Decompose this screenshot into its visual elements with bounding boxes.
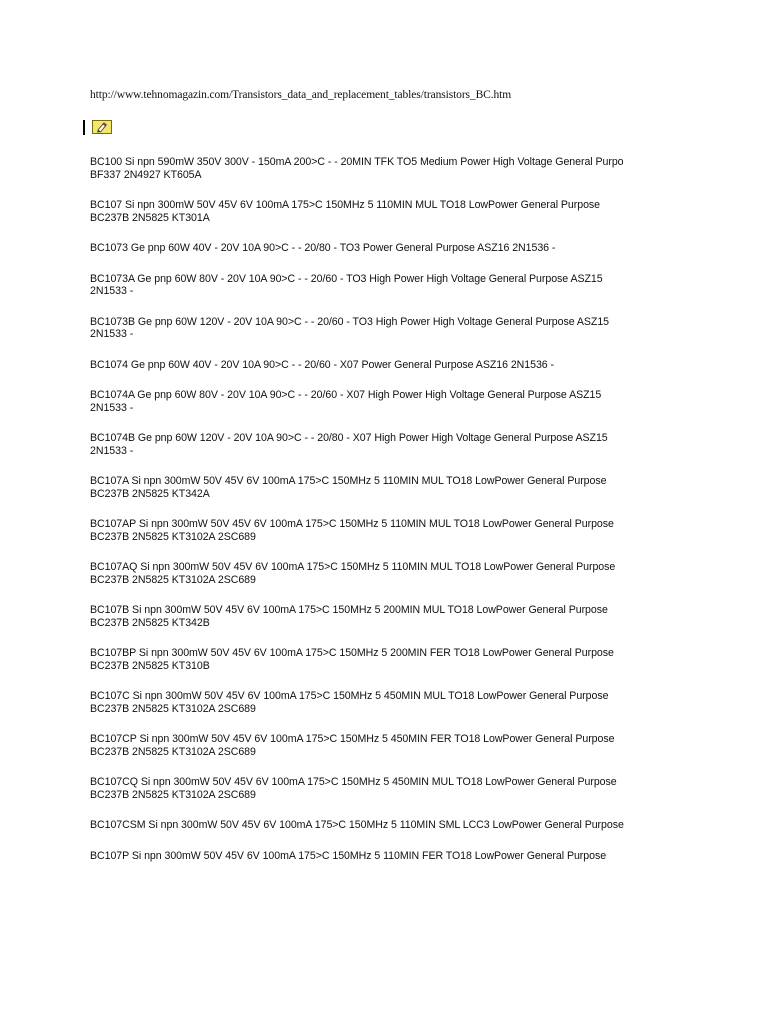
- entry-line-2: 2N1533 -: [90, 444, 134, 457]
- text-cursor: [83, 120, 85, 135]
- entry-line-2: BF337 2N4927 KT605A: [90, 168, 202, 181]
- note-pencil-icon[interactable]: [92, 120, 112, 134]
- entry-line-1: BC1074A Ge pnp 60W 80V - 20V 10A 90>C - - 20/60 - X07 High Power High Voltage General Purpose ASZ15: [90, 389, 602, 401]
- entry-line-2: 2N1533 -: [90, 328, 134, 340]
- transistor-entry: [90, 850, 690, 863]
- transistor-entry: [90, 359, 690, 372]
- entry-line-1: BC1073B Ge pnp 60W 120V - 20V 10A 90>C - - 20/60 - TO3 High Power High Voltage General Purpose ASZ15: [90, 315, 610, 328]
- entry-line-2: BC237B 2N5825 KT310B: [90, 659, 210, 672]
- transistor-entry: [90, 604, 690, 629]
- transistor-entry: [90, 819, 690, 832]
- transistor-entry: [90, 475, 690, 500]
- transistor-entry: [90, 242, 690, 255]
- transistor-entry: [90, 690, 690, 715]
- entry-line-1: BC107CSM Si npn 300mW 50V 45V 6V 100mA 175>C 150MHz 5 110MIN SML LCC3 LowPower General Purpose: [90, 819, 624, 831]
- transistor-entry: [90, 199, 690, 224]
- entry-line-1: BC1073 Ge pnp 60W 40V - 20V 10A 90>C - - 20/80 - TO3 Power General Purpose ASZ16 2N1536 -: [90, 242, 556, 254]
- transistor-entry: [90, 273, 690, 298]
- transistor-entry: [90, 432, 690, 457]
- entry-line-1: BC107P Si npn 300mW 50V 45V 6V 100mA 175>C 150MHz 5 110MIN FER TO18 LowPower General Purpose: [90, 849, 607, 862]
- entry-line-1: BC107CP Si npn 300mW 50V 45V 6V 100mA 175>C 150MHz 5 450MIN FER TO18 LowPower General Purpose: [90, 733, 615, 745]
- transistor-entry: [90, 518, 690, 543]
- entry-line-1: BC1074 Ge pnp 60W 40V - 20V 10A 90>C - - 20/60 - X07 Power General Purpose ASZ16 2N1536 -: [90, 358, 555, 371]
- source-url[interactable]: http://www.tehnomagazin.com/Transistors_data_and_replacement_tables/transistors_BC.htm: [90, 89, 512, 101]
- entry-line-1: BC107AQ Si npn 300mW 50V 45V 6V 100mA 175>C 150MHz 5 110MIN MUL TO18 LowPower General Purpose: [90, 561, 616, 573]
- entry-line-2: BC237B 2N5825 KT342A: [90, 487, 210, 500]
- entry-line-1: BC107BP Si npn 300mW 50V 45V 6V 100mA 175>C 150MHz 5 200MIN FER TO18 LowPower General Purpose: [90, 647, 614, 659]
- entry-line-1: BC107AP Si npn 300mW 50V 45V 6V 100mA 175>C 150MHz 5 110MIN MUL TO18 LowPower General Purpose: [90, 518, 614, 530]
- entry-line-2: BC237B 2N5825 KT3102A 2SC689: [90, 788, 256, 801]
- transistor-list: [90, 156, 690, 880]
- entry-line-1: BC107A Si npn 300mW 50V 45V 6V 100mA 175>C 150MHz 5 110MIN MUL TO18 LowPower General Purpose: [90, 475, 607, 487]
- transistor-entry: [90, 647, 690, 672]
- entry-line-1: BC1073A Ge pnp 60W 80V - 20V 10A 90>C - - 20/60 - TO3 High Power High Voltage General Purpose ASZ15: [90, 272, 603, 285]
- entry-line-2: BC237B 2N5825 KT342B: [90, 616, 210, 629]
- entry-line-1: BC107C Si npn 300mW 50V 45V 6V 100mA 175>C 150MHz 5 450MIN MUL TO18 LowPower General Purpose: [90, 690, 609, 702]
- entry-line-2: BC237B 2N5825 KT3102A 2SC689: [90, 702, 256, 715]
- entry-line-2: BC237B 2N5825 KT3102A 2SC689: [90, 745, 256, 758]
- entry-line-2: 2N1533 -: [90, 285, 134, 297]
- entry-line-2: BC237B 2N5825 KT3102A 2SC689: [90, 573, 256, 586]
- entry-line-1: BC107 Si npn 300mW 50V 45V 6V 100mA 175>C 150MHz 5 110MIN MUL TO18 LowPower General Purpose: [90, 199, 601, 211]
- entry-line-2: 2N1533 -: [90, 401, 134, 414]
- transistor-entry: [90, 776, 690, 801]
- transistor-entry: [90, 561, 690, 586]
- entry-line-2: BC237B 2N5825 KT3102A 2SC689: [90, 530, 256, 543]
- entry-line-2: BC237B 2N5825 KT301A: [90, 211, 210, 224]
- transistor-entry: [90, 733, 690, 758]
- transistor-entry: [90, 389, 690, 414]
- transistor-entry: [90, 156, 690, 181]
- entry-line-1: BC1074B Ge pnp 60W 120V - 20V 10A 90>C - - 20/80 - X07 High Power High Voltage General Purpose ASZ15: [90, 432, 608, 444]
- entry-line-1: BC107B Si npn 300mW 50V 45V 6V 100mA 175>C 150MHz 5 200MIN MUL TO18 LowPower General Purpose: [90, 604, 608, 616]
- entry-line-1: BC100 Si npn 590mW 350V 300V - 150mA 200>C - - 20MIN TFK TO5 Medium Power High Voltage General Purpo: [90, 156, 624, 168]
- entry-line-1: BC107CQ Si npn 300mW 50V 45V 6V 100mA 175>C 150MHz 5 450MIN MUL TO18 LowPower General Purpose: [90, 776, 617, 788]
- transistor-entry: [90, 316, 690, 341]
